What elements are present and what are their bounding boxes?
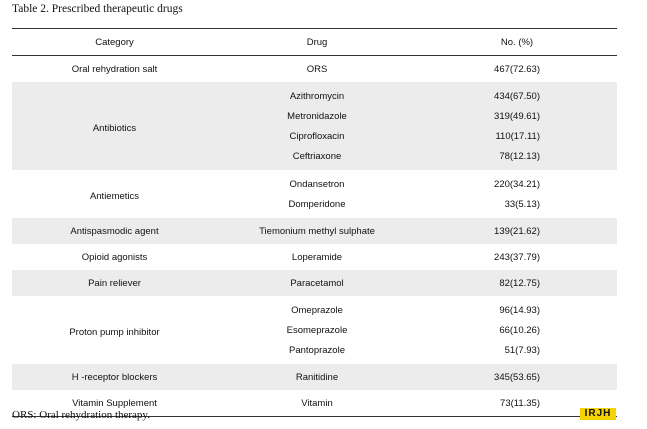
drug-cell: Azithromycin [289,90,345,102]
count-cell: 434(67.50) [494,90,540,102]
drug-cell: Ondansetron [289,178,345,190]
count-cell: 96(14.93) [499,304,540,316]
header-category: Category [12,29,217,56]
count-cell: 319(49.61) [494,110,540,122]
group-ppi [12,296,617,364]
group-antispasmodic [12,218,617,244]
drug-cell: Ciprofloxacin [289,130,345,142]
drug-cell: Omeprazole [291,304,343,316]
drugs-table [12,28,617,417]
count-cell: 243(37.79) [494,251,540,263]
table-caption: Table 2. Prescribed therapeutic drugs [12,3,183,15]
category-cell: Pain reliever [88,277,141,289]
group-opioid [12,244,617,270]
table-row [12,170,617,194]
count-cell: 220(34.21) [494,178,540,190]
group-h-receptor [12,364,617,390]
group-antiemetics [12,170,617,218]
count-cell: 139(21.62) [494,225,540,237]
count-cell: 33(5.13) [504,198,540,210]
table-row [12,270,617,296]
category-cell: Oral rehydration salt [71,63,158,75]
count-cell: 345(53.65) [494,371,540,383]
journal-logo: IRJH [580,408,616,420]
count-cell: 110(17.11) [495,130,540,142]
drug-cell: Vitamin [301,397,333,409]
count-cell: 66(10.26) [499,324,540,336]
table-row [12,56,617,83]
drug-cell: Tiemonium methyl sulphate [259,225,375,237]
category-cell: Antispasmodic agent [70,225,159,237]
count-cell: 78(12.13) [499,150,540,162]
table-row [12,82,617,106]
table-row [12,218,617,244]
drug-cell: Ranitidine [295,371,339,383]
category-cell: Opioid agonists [81,251,148,263]
category-cell: Vitamin Supplement [72,397,157,409]
category-cell: Proton pump inhibitor [69,326,160,338]
header-count: No. (%) [417,29,617,56]
group-antibiotics [12,82,617,170]
table-footnote: ORS: Oral rehydration therapy. [12,409,150,421]
drug-cell: ORS [306,63,328,75]
group-pain-reliever [12,270,617,296]
table-row [12,244,617,270]
count-cell: 51(7.93) [504,344,540,356]
table-row [12,364,617,390]
group-ors [12,56,617,83]
category-cell: Antiemetics [89,190,140,202]
drug-cell: Ceftriaxone [292,150,342,162]
drug-cell: Pantoprazole [289,344,345,356]
drug-cell: Esomeprazole [286,324,348,336]
category-cell: Antibiotics [92,122,137,134]
count-cell: 82(12.75) [499,277,540,289]
count-cell: 467(72.63) [494,63,540,75]
drug-cell: Paracetamol [290,277,344,289]
drug-cell: Metronidazole [287,110,347,122]
table-row [12,296,617,320]
count-cell: 73(11.35) [500,397,540,409]
header-drug: Drug [217,29,417,56]
category-cell: H -receptor blockers [71,371,158,383]
table-header-row [12,29,617,56]
drug-cell: Loperamide [291,251,343,263]
drug-cell: Domperidone [288,198,346,210]
